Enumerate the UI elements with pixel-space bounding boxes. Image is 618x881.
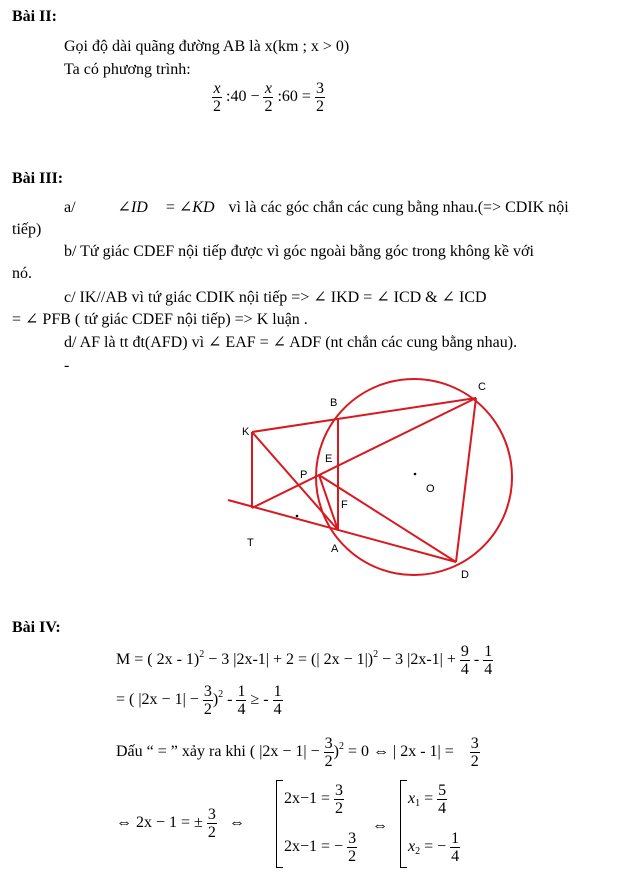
fraction: $\frac{5}{4}$: [438, 782, 447, 817]
bai3-c-line: c/ IK//AB vì tứ giác CDIK nội tiếp => ∠ IKD = ∠ ICD & ∠ ICD: [64, 289, 487, 306]
expr: = 0 ⇔ | 2x - 1| =: [343, 743, 454, 761]
bai2-line2: Ta có phương trình:: [64, 61, 191, 78]
bai4-line4-lhs: [116, 806, 245, 841]
case-bracket: [400, 780, 407, 868]
subscript: 1: [415, 798, 421, 810]
expr: M = ( 2x - 1): [116, 651, 200, 669]
bai3-b-line: b/ Tứ giác CDEF nội tiếp được vì góc ngoài bằng góc trong không kề với: [64, 243, 534, 260]
expr: ⇔ 2x − 1 = ±: [116, 814, 203, 832]
bai2-equation: [212, 80, 325, 115]
bai3-d-line: d/ AF là tt đt(AFD) vì ∠ EAF = ∠ ADF (nt chắn các cung bằng nhau).: [64, 334, 518, 351]
label-k: K: [242, 426, 250, 438]
fraction: $\frac{3}{2}$: [207, 806, 216, 841]
fraction: $\frac{1}{4}$: [237, 683, 246, 718]
expr: ≥ -: [250, 691, 269, 709]
geometry-figure: [0, 370, 618, 595]
var: x: [408, 790, 416, 808]
expr: − 3 |2x-1| + 2 = (| 2x − 1|): [204, 651, 374, 669]
angle-name: KD: [192, 199, 215, 216]
label-p: P: [300, 469, 308, 481]
expr: 2x−1 = −: [284, 838, 344, 856]
bai3-b-line2: nó.: [12, 265, 32, 282]
label-e: E: [325, 453, 333, 465]
case-bracket: [276, 780, 283, 868]
fraction: $\frac{3}{2}$: [470, 735, 479, 770]
exponent: 2: [199, 649, 205, 661]
expr: = −: [420, 838, 447, 856]
bai4-line3: [116, 735, 480, 770]
fraction: $\frac{3}{2}$: [335, 782, 344, 817]
dot: [296, 515, 299, 518]
label-t: T: [247, 537, 254, 549]
line-pa: [319, 475, 338, 530]
x2-solution: [408, 830, 460, 865]
label-a: A: [331, 543, 339, 555]
item-label: a/: [64, 199, 76, 216]
bai3-heading: Bài III:: [12, 170, 64, 187]
text: vì là các góc chắn các cung bằng nhau.(=> CDIK nội: [228, 199, 569, 216]
figure-lines: [228, 379, 512, 575]
bai3-a-line: [64, 198, 569, 218]
expr: − 3 |2x-1| +: [378, 651, 456, 669]
expr: ): [333, 743, 339, 761]
fraction: $\frac{1}{4}$: [451, 830, 460, 865]
angle-symbol: ∠: [117, 199, 131, 216]
equiv: ⇔: [228, 814, 245, 832]
eq-part: :40 −: [226, 88, 260, 106]
minus: -: [227, 691, 233, 709]
label-f: F: [341, 499, 348, 511]
case2: [284, 830, 357, 865]
angle-symbol: ∠: [178, 199, 193, 216]
case1: [284, 782, 344, 817]
exponent: 2: [338, 741, 344, 753]
expr: Dấu “ = ” xảy ra khi ( |2x − 1| −: [116, 743, 320, 761]
fraction: $\frac{1}{4}$: [273, 683, 282, 718]
subscript: 2: [415, 846, 421, 858]
bai2-line1: Gọi độ dài quãng đường AB là x(km ; x > 0): [64, 38, 350, 55]
exponent: 2: [218, 689, 224, 701]
label-d: D: [461, 569, 469, 581]
expr: ): [212, 691, 219, 709]
bai4-heading: Bài IV:: [12, 619, 61, 636]
line-pd: [319, 475, 456, 562]
fraction: $\frac{3}{2}$: [348, 830, 357, 865]
fraction: $\frac{9}{4}$: [460, 643, 469, 678]
bai4-line2: [116, 683, 283, 718]
fraction: $\frac{x}{2}$: [213, 80, 221, 115]
center-dot: [414, 473, 417, 476]
exponent: 2: [373, 649, 379, 661]
expr: = ( |2x − 1| −: [116, 691, 199, 709]
label-c: C: [478, 381, 486, 393]
fraction: $\frac{x}{2}$: [264, 80, 273, 115]
minus: -: [473, 651, 480, 669]
bai3-dash: -: [64, 357, 70, 374]
bai3-a-line2: tiếp): [12, 221, 42, 238]
label-b: B: [330, 397, 338, 409]
fraction: $\frac{3}{2}$: [324, 735, 333, 770]
var: x: [408, 838, 416, 856]
line-ka: [252, 432, 338, 530]
equiv2: ⇔: [372, 817, 388, 834]
bai3-c-line2: = ∠ PFB ( tứ giác CDEF nội tiếp) => K luận .: [12, 311, 308, 328]
expr: 2x−1 =: [284, 790, 331, 808]
equals: =: [165, 199, 175, 216]
x1-solution: [408, 782, 447, 817]
label-o: O: [426, 483, 435, 495]
expr: =: [420, 790, 434, 808]
bai2-heading: Bài II:: [12, 8, 57, 25]
bai4-line1: [116, 643, 493, 678]
line-cd: [456, 398, 476, 562]
fraction: $\frac{1}{4}$: [484, 643, 493, 678]
angle-name: ID: [130, 199, 148, 216]
fraction: $\frac{3}{2}$: [203, 683, 212, 718]
fraction: $\frac{3}{2}$: [315, 80, 324, 115]
eq-part: :60 =: [277, 88, 311, 106]
